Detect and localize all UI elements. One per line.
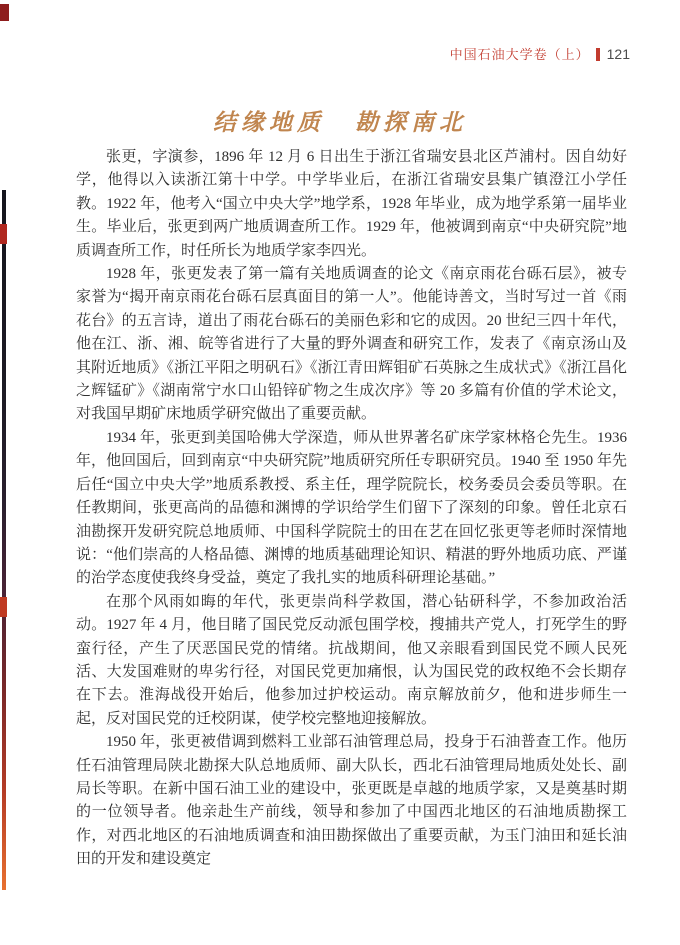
paragraph: 1950 年，张更被借调到燃料工业部石油管理总局，投身于石油普查工作。他历任石油管理局陕北勘探大队总地质师、副大队长，西北石油管理局地质处处长、副局长等职。在新中国石油工业的建设中，张更既是卓越的地质学家，又是奠基时期的一位领导者。他亲赴生产前线，领导和参加了中国西北地区的石油地质勘探工作，对西北地区的石油地质调查和油田勘探做出了重要贡献，为玉门油田和延长油田的开发和建设奠定 <box>76 734 627 868</box>
chapter-title-part-2: 勘探南北 <box>355 110 467 135</box>
running-header <box>450 44 630 63</box>
page-number: 121 <box>606 46 630 62</box>
paragraph: 张更，字演参，1896 年 12 月 6 日出生于浙江省瑞安县北区芦浦村。因自幼好学，他得以入读浙江第十中学。中学毕业后，在浙江省瑞安县集广镇澄江小学任教。1922 年，他考入“国立中央大学”地学系，1928 年毕业，成为地学系第一届毕业生。毕业后，张更到两广地质调查所工作。1929 年，他被调到南京“中央研究院”地质调查所工作，时任所长为地质学家李四光。 <box>76 149 627 259</box>
body-text <box>76 146 627 872</box>
chapter-title-part-1: 结缘地质 <box>213 110 325 135</box>
paragraph: 1928 年，张更发表了第一篇有关地质调查的论文《南京雨花台砾石层》，被专家誉为“揭开南京雨花台砾石层真面目的第一人”。他能诗善文，当时写过一首《雨花台》的五言诗，道出了雨花台砾石的美丽色彩和它的成因。20 世纪三四十年代，他在江、浙、湘、皖等省进行了大量的野外调查和研究工作，发表了《南京汤山及其附近地质》《浙江平阳之明矾石》《浙江青田辉钼矿石英脉之生成状式》《浙江昌化之辉锰矿》《湖南常宁水口山铅锌矿物之生成次序》等 20 多篇有价值的学术论文，对我国早期矿床地质学研究做出了重要贡献。 <box>76 266 627 423</box>
page-edge-color-strip <box>2 190 6 890</box>
chapter-title <box>0 104 680 137</box>
paragraph: 1934 年，张更到美国哈佛大学深造，师从世界著名矿床学家林格仑先生。1936 年，他回国后，回到南京“中央研究院”地质研究所任专职研究员。1940 至 1950 年先后任“国立中央大学”地质系教授、系主任，理学院院长，校务委员会委员等职。在任教期间，张更高尚的品德和渊博的学识给学生们留下了深刻的印象。曾任北京石油勘探开发研究院总地质师、中国科学院院士的田在艺在回忆张更等老师时深情地说：“他们崇高的人格品德、渊博的地质基础理论知识、精湛的野外地质功底、严谨的治学态度使我终身受益，奠定了我扎实的地质科研理论基础。” <box>76 429 627 587</box>
corner-bleed-tab <box>0 4 9 21</box>
edge-bleed-tab-upper <box>0 224 7 244</box>
paragraph: 在那个风雨如晦的年代，张更崇尚科学救国，潜心钻研科学，不参加政治活动。1927 年 4 月，他目睹了国民党反动派包围学校，搜捕共产党人，打死学生的野蛮行径，产生了厌恶国民党的情绪。抗战期间，他又亲眼看到国民党不顾人民死活、大发国难财的卑劣行径，对国民党更加痛恨，认为国民党的政权绝不会长期存在下去。淮海战役开始后，他参加过护校运动。南京解放前夕，他和进步师生一起，反对国民党的迁校阴谋，使学校完整地迎接解放。 <box>76 593 627 727</box>
red-bar-icon <box>596 48 600 61</box>
edge-bleed-tab-lower <box>0 597 7 617</box>
booklet-title: 中国石油大学卷（上） <box>449 47 590 62</box>
